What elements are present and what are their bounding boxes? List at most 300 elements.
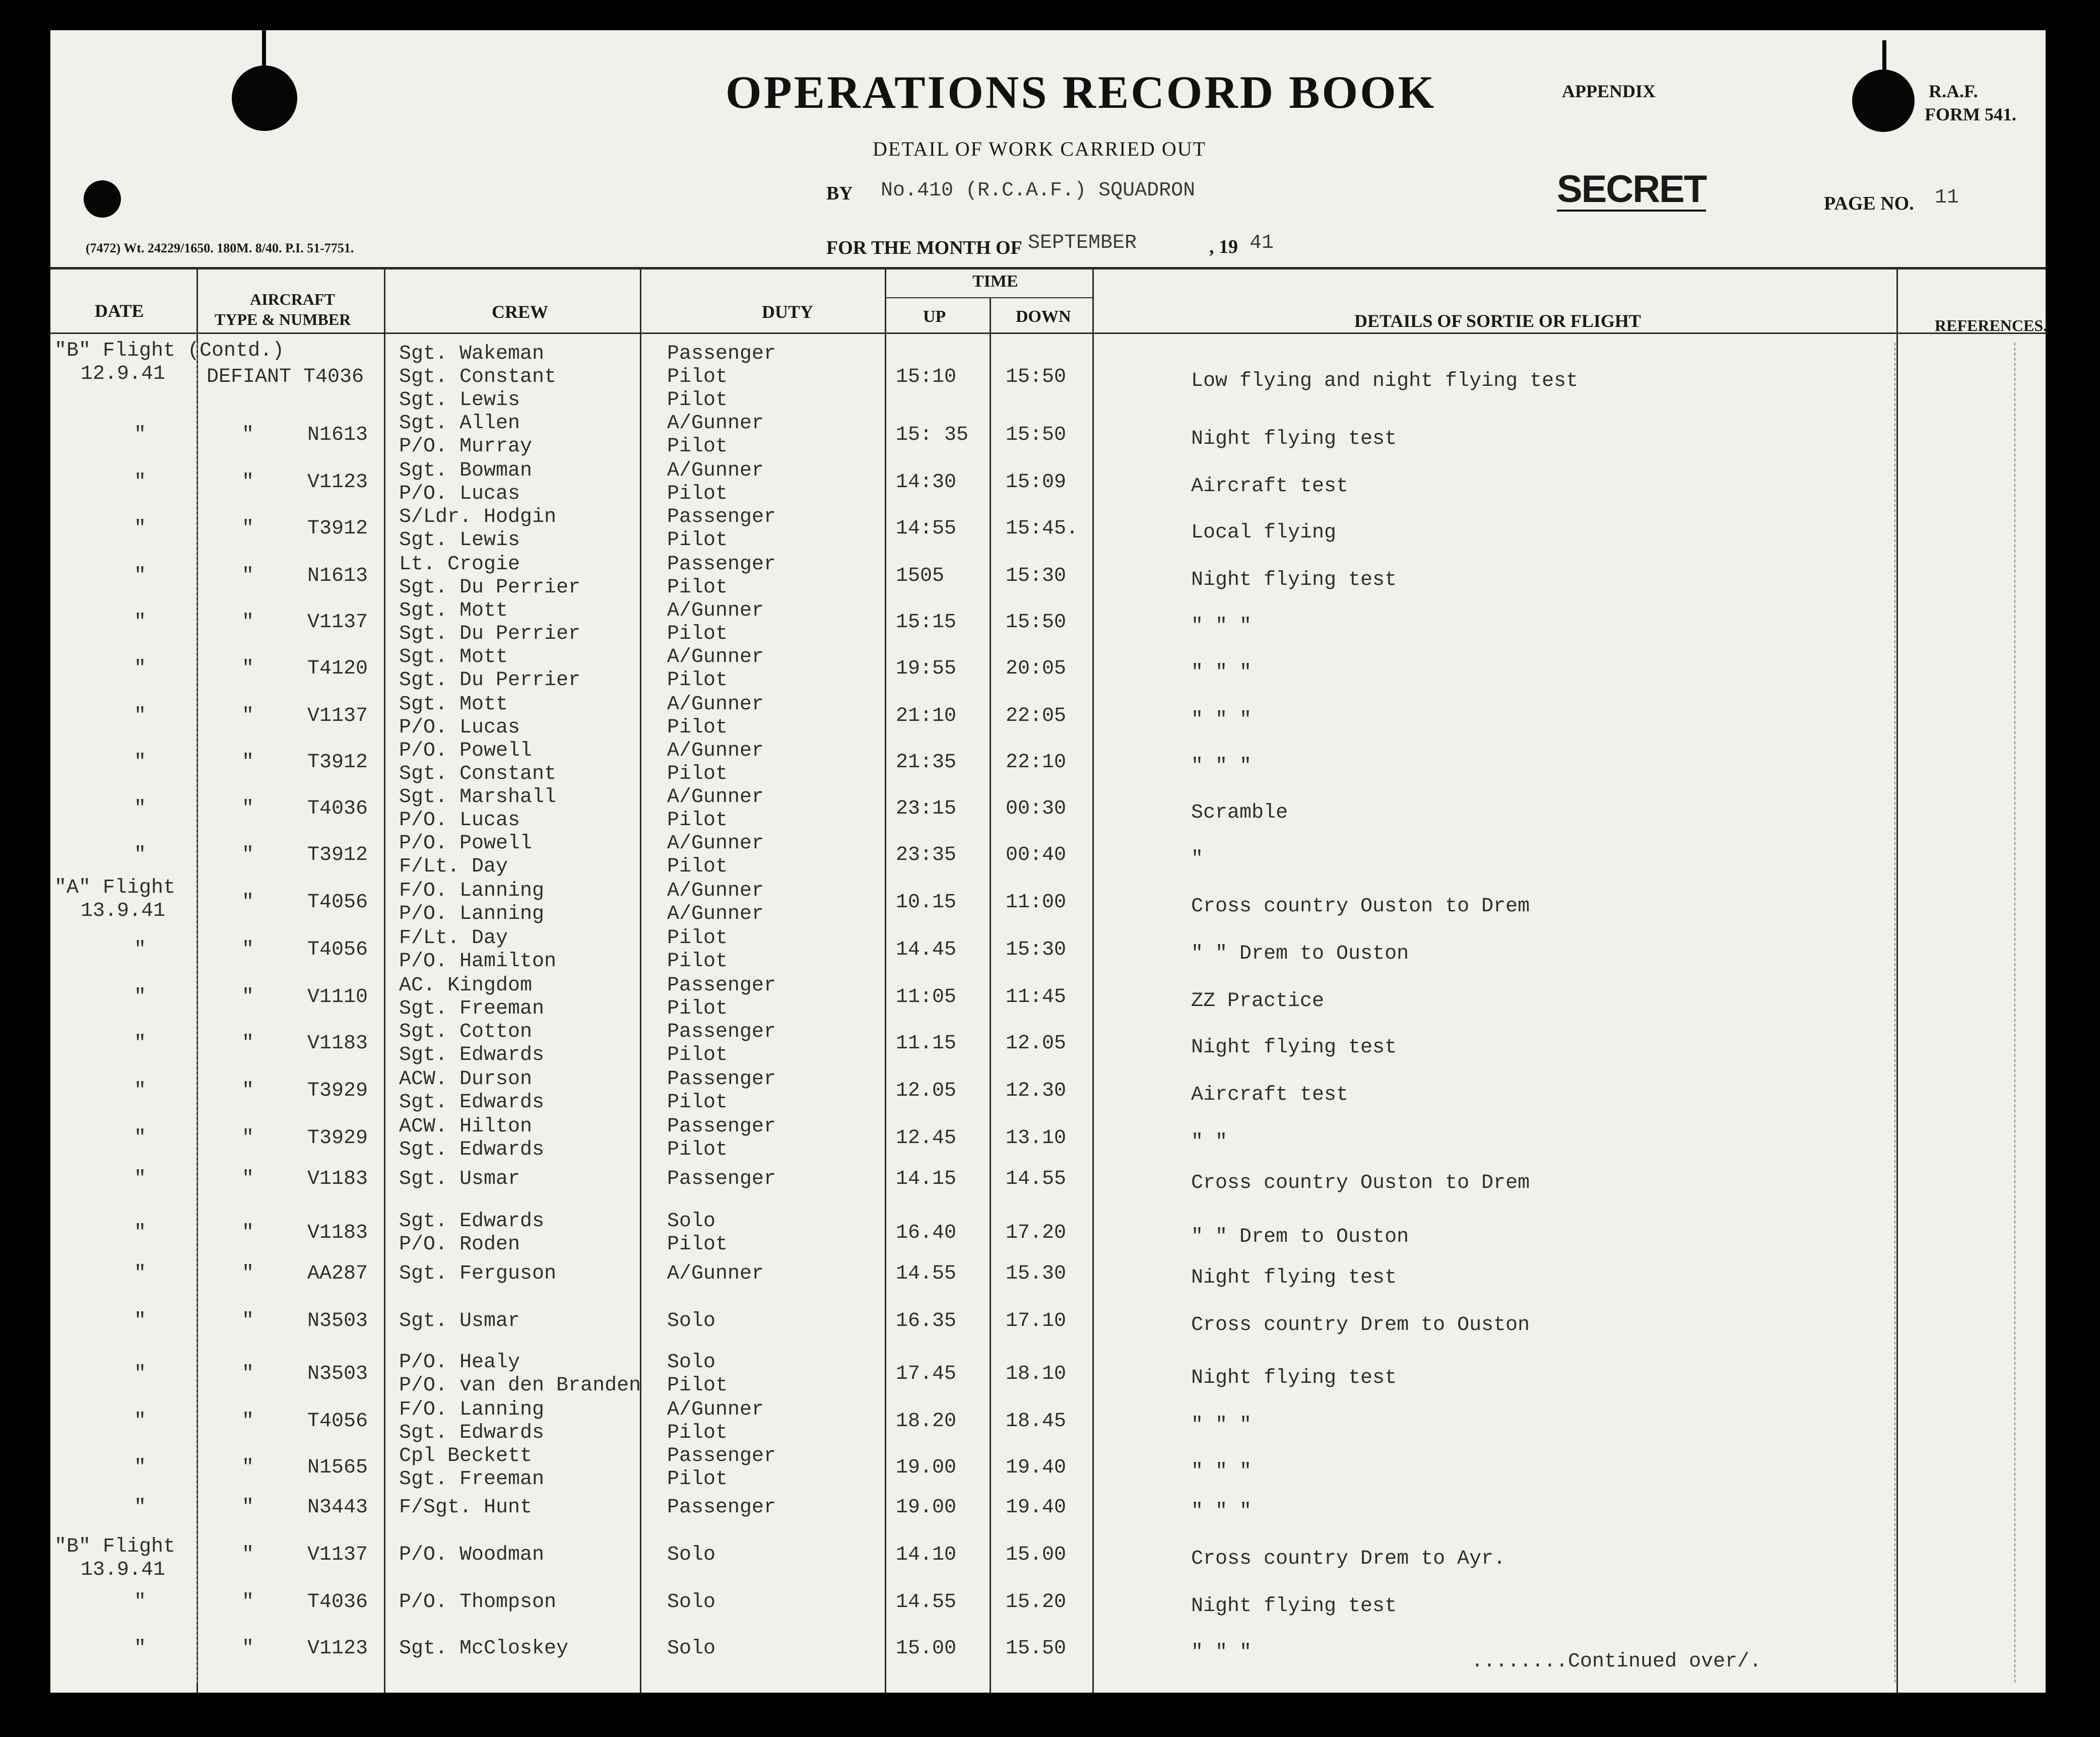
time-up: 14.55: [896, 1262, 957, 1285]
duty-cell: Pilot: [667, 529, 728, 552]
duty-cell: Solo: [667, 1310, 716, 1332]
date-cell: ": [134, 1456, 147, 1479]
aircraft-cell: V1123: [307, 1637, 368, 1660]
sortie-details: ZZ Practice: [1191, 990, 1325, 1013]
duty-cell: Pilot: [667, 855, 728, 878]
duty-cell: Solo: [667, 1210, 716, 1233]
sortie-details: Night flying test: [1191, 428, 1397, 450]
aircraft-cell: N3503: [307, 1310, 368, 1332]
col-crew-divider: [640, 267, 641, 1693]
col-aircraft-divider: [384, 267, 385, 1693]
col-header-details: DETAILS OF SORTIE OR FLIGHT: [1354, 311, 1641, 331]
duty-cell: Pilot: [667, 435, 728, 458]
aircraft-cell: N1613: [307, 424, 368, 446]
sortie-details: Scramble: [1191, 801, 1288, 824]
time-down: 18.45: [1006, 1410, 1067, 1433]
col-header-date: DATE: [95, 301, 144, 321]
crew-name: F/Sgt. Hunt: [399, 1496, 533, 1519]
aircraft-cell: T4036: [307, 797, 368, 820]
crew-name: Sgt. Mott: [399, 693, 508, 716]
month-value: SEPTEMBER: [1028, 232, 1137, 254]
duty-cell: A/Gunner: [667, 1398, 764, 1421]
crew-name: Sgt. McCloskey: [399, 1637, 569, 1660]
aircraft-cell: V1137: [307, 1544, 368, 1566]
time-down: 11:45: [1006, 986, 1067, 1009]
crew-name: Sgt. Freeman: [399, 1468, 545, 1491]
time-up: 18.20: [896, 1410, 957, 1433]
duty-cell: Passenger: [667, 1445, 776, 1467]
crew-name: Sgt. Usmar: [399, 1168, 520, 1190]
date-cell-sub: 13.9.41: [81, 900, 166, 922]
time-down: 19.40: [1006, 1456, 1067, 1479]
aircraft-ditto: ": [242, 1168, 254, 1190]
ruler-details-right: [1894, 343, 1895, 1683]
aircraft-ditto: ": [242, 844, 254, 866]
aircraft-ditto: ": [242, 1032, 254, 1055]
date-cell: ": [134, 1127, 147, 1150]
crew-name: Sgt. Edwards: [399, 1422, 545, 1444]
crew-name: F/Lt. Day: [399, 855, 508, 878]
secret-stamp: SECRET: [1557, 168, 1707, 211]
binder-pin-right: [1882, 40, 1886, 76]
time-down: 15:45.: [1006, 517, 1079, 540]
time-down: 18.10: [1006, 1363, 1067, 1385]
ruler-date: [196, 343, 198, 1683]
duty-cell: Solo: [667, 1351, 716, 1374]
sortie-details: " " ": [1191, 615, 1252, 638]
duty-cell: Pilot: [667, 1233, 728, 1256]
duty-cell: Pilot: [667, 1044, 728, 1066]
crew-name: AC. Kingdom: [399, 974, 533, 997]
crew-name: Sgt. Edwards: [399, 1044, 545, 1066]
crew-name: Sgt. Cotton: [399, 1021, 533, 1043]
aircraft-cell: T3912: [307, 751, 368, 774]
time-up: 15.00: [896, 1637, 957, 1660]
aircraft-ditto: ": [242, 1591, 254, 1614]
duty-cell: Solo: [667, 1544, 716, 1566]
record-sheet: [50, 30, 2046, 1693]
date-cell: ": [134, 424, 147, 446]
crew-name: P/O. Healy: [399, 1351, 520, 1374]
col-header-time: TIME: [972, 272, 1018, 291]
aircraft-cell: T4056: [307, 1410, 368, 1433]
col-down-divider: [1092, 267, 1094, 1693]
aircraft-cell: V1183: [307, 1222, 368, 1244]
aircraft-cell: V1110: [307, 986, 368, 1009]
sortie-details: Aircraft test: [1191, 1084, 1349, 1106]
appendix-label: APPENDIX: [1562, 81, 1656, 101]
aircraft-ditto: ": [242, 705, 254, 727]
duty-cell: Solo: [667, 1591, 716, 1614]
duty-cell: Pilot: [667, 1468, 728, 1491]
time-up: 19.00: [896, 1496, 957, 1519]
aircraft-cell: N3503: [307, 1363, 368, 1385]
date-cell-sub: 13.9.41: [81, 1559, 166, 1581]
crew-name: Sgt. Du Perrier: [399, 669, 581, 692]
time-up: 14.45: [896, 939, 957, 961]
duty-cell: A/Gunner: [667, 1262, 764, 1285]
time-up: 19:55: [896, 657, 957, 680]
aircraft-ditto: ": [242, 1262, 254, 1285]
time-up: 21:10: [896, 705, 957, 727]
aircraft-ditto: ": [242, 1080, 254, 1102]
crew-name: Sgt. Du Perrier: [399, 576, 581, 599]
year-value: 41: [1250, 232, 1274, 254]
page-number: 11: [1935, 186, 1959, 209]
crew-name: S/Ldr. Hodgin: [399, 506, 557, 528]
table-top-border: [50, 267, 2046, 270]
duty-cell: Passenger: [667, 1115, 776, 1138]
aircraft-ditto: ": [242, 986, 254, 1009]
aircraft-ditto: ": [242, 1310, 254, 1332]
form-label-raf: R.A.F.: [1929, 81, 1978, 101]
time-header-divider: [886, 297, 1092, 298]
crew-name: Sgt. Ferguson: [399, 1262, 557, 1285]
by-label: BY: [826, 183, 853, 204]
aircraft-ditto: ": [242, 657, 254, 680]
time-up: 1505: [896, 565, 945, 587]
aircraft-ditto: ": [242, 1637, 254, 1660]
sortie-details: " " ": [1191, 1414, 1252, 1437]
form-label-number: FORM 541.: [1925, 104, 2016, 124]
aircraft-cell: T4120: [307, 657, 368, 680]
date-cell: ": [134, 517, 147, 540]
aircraft-ditto: ": [242, 471, 254, 494]
crew-name: Sgt. Constant: [399, 366, 557, 388]
header-bottom-border: [50, 332, 2046, 334]
time-down: 15:09: [1006, 471, 1067, 494]
time-up: 14:30: [896, 471, 957, 494]
sortie-details: " " Drem to Ouston: [1191, 943, 1409, 965]
aircraft-cell: N1565: [307, 1456, 368, 1479]
duty-cell: Passenger: [667, 1496, 776, 1519]
time-down: 20:05: [1006, 657, 1067, 680]
time-up: 11.15: [896, 1032, 957, 1055]
aircraft-cell: AA287: [307, 1262, 368, 1285]
date-cell: ": [134, 844, 147, 866]
aircraft-cell: N1613: [307, 565, 368, 587]
crew-name: Sgt. Lewis: [399, 389, 520, 412]
aircraft-cell: N3443: [307, 1496, 368, 1519]
binder-hole-left: [232, 65, 297, 131]
time-up: 15:15: [896, 611, 957, 634]
aircraft-ditto: ": [242, 565, 254, 587]
col-header-aircraft-type: TYPE & NUMBER: [215, 310, 351, 328]
crew-name: Sgt. Edwards: [399, 1091, 545, 1114]
crew-name: Sgt. Usmar: [399, 1310, 520, 1332]
page-subtitle: DETAIL OF WORK CARRIED OUT: [873, 138, 1207, 160]
sortie-details: ": [1191, 848, 1204, 871]
time-up: 10.15: [896, 891, 957, 914]
time-up: 14.15: [896, 1168, 957, 1190]
sortie-details: Local flying: [1191, 521, 1337, 544]
time-down: 15:30: [1006, 939, 1067, 961]
date-cell: ": [134, 565, 147, 587]
duty-cell: Passenger: [667, 1168, 776, 1190]
sortie-details: Low flying and night flying test: [1191, 370, 1579, 392]
time-up: 12.45: [896, 1127, 957, 1150]
time-down: 15.50: [1006, 1637, 1067, 1660]
duty-cell: Pilot: [667, 716, 728, 739]
aircraft-cell: T4056: [307, 891, 368, 914]
time-down: 19.40: [1006, 1496, 1067, 1519]
duty-cell: A/Gunner: [667, 412, 764, 435]
time-down: 15:50: [1006, 611, 1067, 634]
ruler-references-right: [2014, 343, 2015, 1683]
month-label: FOR THE MONTH OF: [826, 237, 1022, 258]
sortie-details: " " ": [1191, 709, 1252, 731]
binder-pin-left: [262, 30, 266, 71]
date-cell: ": [134, 1637, 147, 1660]
time-up: 15:10: [896, 366, 957, 388]
crew-name: Sgt. Constant: [399, 763, 557, 785]
date-cell: ": [134, 705, 147, 727]
time-down: 15.30: [1006, 1262, 1067, 1285]
time-up: 17.45: [896, 1363, 957, 1385]
sortie-details: Night flying test: [1191, 1036, 1397, 1059]
sortie-details: Night flying test: [1191, 1367, 1397, 1389]
sortie-details: Cross country Drem to Ayr.: [1191, 1548, 1506, 1570]
time-up: 12.05: [896, 1080, 957, 1102]
aircraft-ditto: ": [242, 611, 254, 634]
time-up: 11:05: [896, 986, 957, 1009]
crew-name: F/Lt. Day: [399, 927, 508, 950]
squadron-name: No.410 (R.C.A.F.) SQUADRON: [881, 179, 1196, 202]
aircraft-cell: T3912: [307, 517, 368, 540]
sortie-details: Aircraft test: [1191, 475, 1349, 498]
time-down: 17.10: [1006, 1310, 1067, 1332]
duty-cell: A/Gunner: [667, 740, 764, 762]
aircraft-cell: T3912: [307, 844, 368, 866]
duty-cell: Pilot: [667, 809, 728, 832]
crew-name: F/O. Lanning: [399, 880, 545, 902]
crew-name: P/O. Woodman: [399, 1544, 545, 1566]
aircraft-cell: T3929: [307, 1127, 368, 1150]
time-down: 15:30: [1006, 565, 1067, 587]
sortie-details: Night flying test: [1191, 1266, 1397, 1289]
duty-cell: Pilot: [667, 997, 728, 1020]
time-up: 15: 35: [896, 424, 969, 446]
duty-cell: A/Gunner: [667, 903, 764, 925]
aircraft-cell: V1183: [307, 1032, 368, 1055]
date-cell: ": [134, 1032, 147, 1055]
duty-cell: Pilot: [667, 1139, 728, 1161]
page-title: OPERATIONS RECORD BOOK: [726, 66, 1436, 118]
aircraft-ditto: ": [242, 424, 254, 446]
aircraft-ditto: ": [242, 939, 254, 961]
duty-cell: A/Gunner: [667, 786, 764, 809]
col-header-duty: DUTY: [762, 302, 814, 322]
sortie-details: " ": [1191, 1131, 1228, 1154]
date-cell: ": [134, 657, 147, 680]
date-cell: ": [134, 797, 147, 820]
duty-cell: Pilot: [667, 389, 728, 412]
date-cell: ": [134, 471, 147, 494]
aircraft-ditto: ": [242, 517, 254, 540]
crew-name: Sgt. Lewis: [399, 529, 520, 552]
time-up: 23:15: [896, 797, 957, 820]
duty-cell: Pilot: [667, 669, 728, 692]
time-down: 15.20: [1006, 1591, 1067, 1614]
crew-name: Sgt. Mott: [399, 646, 508, 669]
time-up: 23:35: [896, 844, 957, 866]
sortie-details: " " ": [1191, 755, 1252, 778]
col-duty-divider: [885, 267, 886, 1693]
duty-cell: Passenger: [667, 553, 776, 576]
crew-name: P/O. Hamilton: [399, 950, 557, 973]
crew-name: P/O. Roden: [399, 1233, 520, 1256]
date-cell: ": [134, 1222, 147, 1244]
duty-cell: Pilot: [667, 366, 728, 388]
sortie-details: Cross country Ouston to Drem: [1191, 895, 1530, 918]
aircraft-ditto: ": [242, 751, 254, 774]
sortie-details: Cross country Ouston to Drem: [1191, 1172, 1530, 1194]
date-cell: ": [134, 611, 147, 634]
duty-cell: Solo: [667, 1637, 716, 1660]
sortie-details: " " ": [1191, 661, 1252, 684]
date-cell: "A" Flight: [54, 877, 176, 899]
crew-name: Sgt. Mott: [399, 599, 508, 622]
binder-hole-right: [1852, 70, 1915, 132]
time-up: 21:35: [896, 751, 957, 774]
aircraft-cell: V1183: [307, 1168, 368, 1190]
time-up: 14.10: [896, 1544, 957, 1566]
crew-name: Sgt. Marshall: [399, 786, 557, 809]
time-down: 12.05: [1006, 1032, 1067, 1055]
time-down: 11:00: [1006, 891, 1067, 914]
col-header-crew: CREW: [492, 302, 549, 322]
crew-name: Sgt. Du Perrier: [399, 623, 581, 645]
sortie-details: Night flying test: [1191, 1595, 1397, 1618]
aircraft-ditto: ": [242, 1496, 254, 1519]
time-down: 00:40: [1006, 844, 1067, 866]
date-cell: "B" Flight (Contd.): [54, 340, 285, 362]
aircraft-ditto: ": [242, 1410, 254, 1433]
crew-name: Lt. Crogie: [399, 553, 520, 576]
date-cell: ": [134, 939, 147, 961]
aircraft-ditto: ": [242, 1456, 254, 1479]
time-down: 22:05: [1006, 705, 1067, 727]
col-details-divider: [1896, 267, 1898, 1693]
aircraft-cell: V1137: [307, 611, 368, 634]
time-up: 19.00: [896, 1456, 957, 1479]
col-up-divider: [990, 297, 991, 1693]
col-header-down: DOWN: [1016, 307, 1071, 326]
aircraft-ditto: ": [242, 1363, 254, 1385]
aircraft-cell: T4056: [307, 939, 368, 961]
date-cell: ": [134, 751, 147, 774]
duty-cell: Pilot: [667, 623, 728, 645]
crew-name: P/O. Powell: [399, 832, 533, 855]
aircraft-ditto: ": [242, 1544, 254, 1566]
time-up: 14.55: [896, 1591, 957, 1614]
crew-name: ACW. Durson: [399, 1068, 533, 1091]
crew-name: F/O. Lanning: [399, 1398, 545, 1421]
sortie-details: Night flying test: [1191, 569, 1397, 591]
crew-name: P/O. Lucas: [399, 716, 520, 739]
col-header-up: UP: [923, 307, 946, 326]
date-cell: "B" Flight: [54, 1535, 176, 1558]
crew-name: P/O. Lucas: [399, 809, 520, 832]
col-header-aircraft: AIRCRAFT: [250, 290, 335, 308]
time-down: 00:30: [1006, 797, 1067, 820]
sortie-details: Cross country Drem to Ouston: [1191, 1314, 1530, 1337]
time-down: 13.10: [1006, 1127, 1067, 1150]
date-cell: ": [134, 1080, 147, 1102]
page-number-label: PAGE NO.: [1824, 193, 1914, 214]
year-prefix: , 19: [1209, 236, 1238, 257]
time-down: 22:10: [1006, 751, 1067, 774]
sortie-details: " " ": [1191, 1500, 1252, 1523]
duty-cell: Pilot: [667, 1091, 728, 1114]
date-cell-sub: 12.9.41: [81, 363, 166, 385]
duty-cell: Passenger: [667, 1068, 776, 1091]
crew-name: Sgt. Wakeman: [399, 343, 545, 365]
date-cell: ": [134, 1410, 147, 1433]
duty-cell: A/Gunner: [667, 646, 764, 669]
duty-cell: Passenger: [667, 343, 776, 365]
time-up: 14:55: [896, 517, 957, 540]
aircraft-cell: T4036: [307, 1591, 368, 1614]
time-down: 14.55: [1006, 1168, 1067, 1190]
date-cell: ": [134, 986, 147, 1009]
duty-cell: Pilot: [667, 483, 728, 505]
duty-cell: Pilot: [667, 1374, 728, 1397]
crew-name: P/O. Lanning: [399, 903, 545, 925]
time-up: 16.35: [896, 1310, 957, 1332]
duty-cell: Pilot: [667, 1422, 728, 1444]
binder-hole-small: [84, 180, 121, 218]
duty-cell: Pilot: [667, 763, 728, 785]
aircraft-ditto: ": [242, 1127, 254, 1150]
crew-name: P/O. Thompson: [399, 1591, 557, 1614]
date-cell: ": [134, 1310, 147, 1332]
crew-name: P/O. Powell: [399, 740, 533, 762]
aircraft-cell: DEFIANT T4036: [207, 366, 364, 388]
crew-name: Cpl Beckett: [399, 1445, 533, 1467]
duty-cell: A/Gunner: [667, 832, 764, 855]
date-cell: ": [134, 1168, 147, 1190]
duty-cell: Pilot: [667, 576, 728, 599]
sortie-details: " " Drem to Ouston: [1191, 1226, 1409, 1248]
time-down: 12.30: [1006, 1080, 1067, 1102]
crew-name: Sgt. Edwards: [399, 1139, 545, 1161]
aircraft-ditto: ": [242, 891, 254, 914]
duty-cell: Passenger: [667, 974, 776, 997]
duty-cell: A/Gunner: [667, 880, 764, 902]
duty-cell: Pilot: [667, 927, 728, 950]
crew-name: P/O. Murray: [399, 435, 533, 458]
time-down: 17.20: [1006, 1222, 1067, 1244]
duty-cell: Passenger: [667, 1021, 776, 1043]
duty-cell: Pilot: [667, 950, 728, 973]
time-up: 16.40: [896, 1222, 957, 1244]
print-code: (7472) Wt. 24229/1650. 180M. 8/40. P.I. 51-7751.: [86, 241, 354, 255]
time-down: 15:50: [1006, 424, 1067, 446]
date-cell: ": [134, 1591, 147, 1614]
date-cell: ": [134, 1496, 147, 1519]
time-down: 15:50: [1006, 366, 1067, 388]
sortie-details: " " ": [1191, 1641, 1252, 1664]
crew-name: P/O. van den Branden: [399, 1374, 641, 1397]
aircraft-cell: T3929: [307, 1080, 368, 1102]
col-header-references: REFERENCES.: [1935, 316, 2048, 335]
date-cell: ": [134, 1262, 147, 1285]
duty-cell: A/Gunner: [667, 459, 764, 482]
aircraft-ditto: ": [242, 797, 254, 820]
sortie-details: " " ": [1191, 1460, 1252, 1483]
duty-cell: Passenger: [667, 506, 776, 528]
